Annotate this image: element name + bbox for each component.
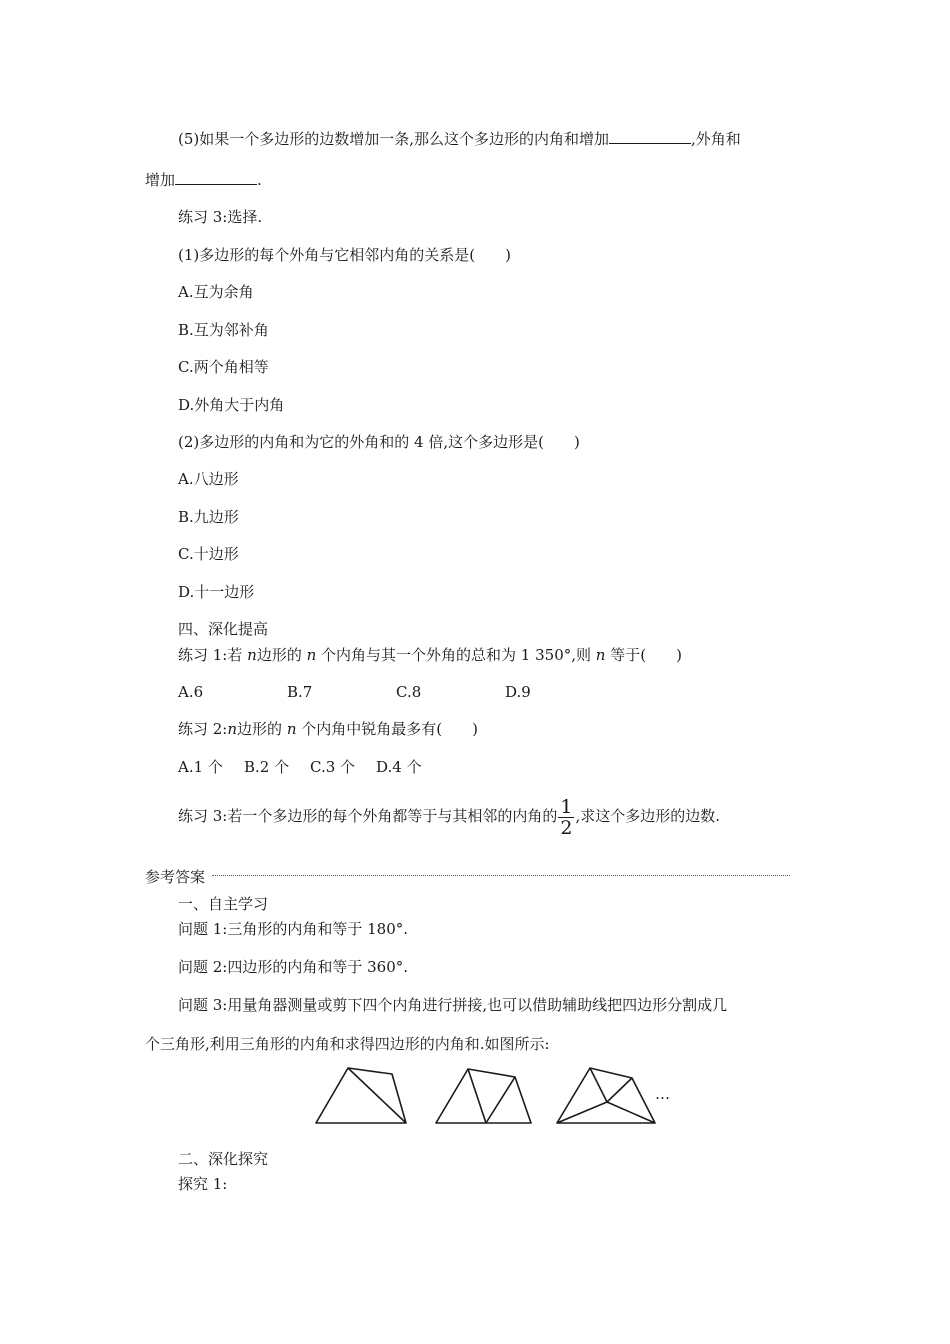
ex3-q1: (1)多边形的每个外角与它相邻内角的关系是( ) [178, 246, 511, 264]
ex3-q2-option-a: A.八边形 [178, 470, 239, 488]
ex3-q1-option-c: C.两个角相等 [178, 358, 269, 376]
ex3-q2: (2)多边形的内角和为它的外角和的 4 倍,这个多边形是( ) [178, 433, 580, 451]
q5-end: . [257, 171, 262, 189]
q5-blank-1[interactable] [609, 129, 691, 144]
deep-p2-c: 个内角中锐角最多有( ) [296, 720, 478, 738]
p1-option-b: B.7 [287, 683, 313, 701]
deep-p3-b: ,求这个多边形的边数. [575, 807, 721, 825]
p1-option-c: C.8 [396, 683, 422, 701]
deep-p2-b: 边形的 [237, 720, 287, 738]
ex3-q1-option-a: A.互为余角 [178, 283, 254, 301]
p2-option-b: B.2 个 [244, 758, 290, 776]
deep-p1-a: 练习 1:若 [178, 646, 248, 664]
var-n: n [227, 720, 238, 738]
quadrilateral-one-diagonal [316, 1068, 406, 1123]
answers-heading: 参考答案 [145, 868, 206, 886]
deep-p1-c: 个内角与其一个外角的总和为 1 350°,则 [316, 646, 596, 664]
deep-p2 [178, 719, 478, 739]
deep-p3-a: 练习 3:若一个多边形的每个外角都等于与其相邻的内角的 [178, 807, 558, 825]
quadrilateral-two-segments [436, 1069, 531, 1123]
quadrilateral-interior-point [557, 1068, 655, 1123]
var-n: n [306, 646, 317, 664]
ex3-q2-option-c: C.十边形 [178, 545, 239, 563]
q5-mid: ,外角和 [691, 130, 741, 148]
answer-2: 问题 2:四边形的内角和等于 360°. [178, 958, 409, 976]
fraction-numerator: 1 [560, 795, 573, 818]
var-n: n [595, 646, 606, 664]
ex3-q2-option-b: B.九边形 [178, 508, 239, 526]
var-n: n [247, 646, 257, 664]
ex3-q1-option-d: D.外角大于内角 [178, 396, 285, 414]
deep-p3 [178, 796, 720, 838]
deep-p2-options [178, 757, 422, 777]
answer-3-line1: 问题 3:用量角器测量或剪下四个内角进行拼接,也可以借助辅助线把四边形分割成几 [178, 996, 728, 1014]
p1-option-d: D.9 [505, 683, 531, 701]
deep-p1-d: 等于( ) [605, 646, 682, 664]
fraction-one-half [558, 797, 574, 838]
diagram-ellipsis: … [655, 1085, 670, 1103]
p1-option-a: A.6 [178, 683, 204, 701]
deep-p1-options [178, 682, 531, 702]
deep-heading: 四、深化提高 [178, 620, 269, 638]
q5-line1 [178, 129, 741, 149]
fraction-denominator: 2 [560, 816, 573, 839]
ex3-q2-option-d: D.十一边形 [178, 583, 255, 601]
q5-line2 [145, 170, 262, 190]
q5-text: (5)如果一个多边形的边数增加一条,那么这个多边形的内角和增加 [178, 130, 610, 148]
dotted-separator [212, 875, 790, 876]
answer-1: 问题 1:三角形的内角和等于 180°. [178, 920, 409, 938]
ex3-q1-option-b: B.互为邻补角 [178, 321, 269, 339]
answers-section-2: 二、深化探究 [178, 1150, 269, 1168]
q5-blank-2[interactable] [175, 170, 257, 185]
var-n: n [286, 720, 297, 738]
answers-section-1: 一、自主学习 [178, 895, 269, 913]
deep-p2-a: 练习 2: [178, 720, 228, 738]
p2-option-d: D.4 个 [376, 758, 422, 776]
q5-line2-text: 增加 [145, 171, 176, 189]
deep-p1 [178, 645, 682, 665]
ex3-title: 练习 3:选择. [178, 208, 263, 226]
answer-3-line2: 个三角形,利用三角形的内角和求得四边形的内角和.如图所示: [145, 1035, 550, 1053]
quadrilateral-diagrams [310, 1060, 690, 1130]
deep-p1-b: 边形的 [256, 646, 307, 664]
p2-option-c: C.3 个 [310, 758, 356, 776]
p2-option-a: A.1 个 [178, 758, 223, 776]
explore-1: 探究 1: [178, 1175, 228, 1193]
